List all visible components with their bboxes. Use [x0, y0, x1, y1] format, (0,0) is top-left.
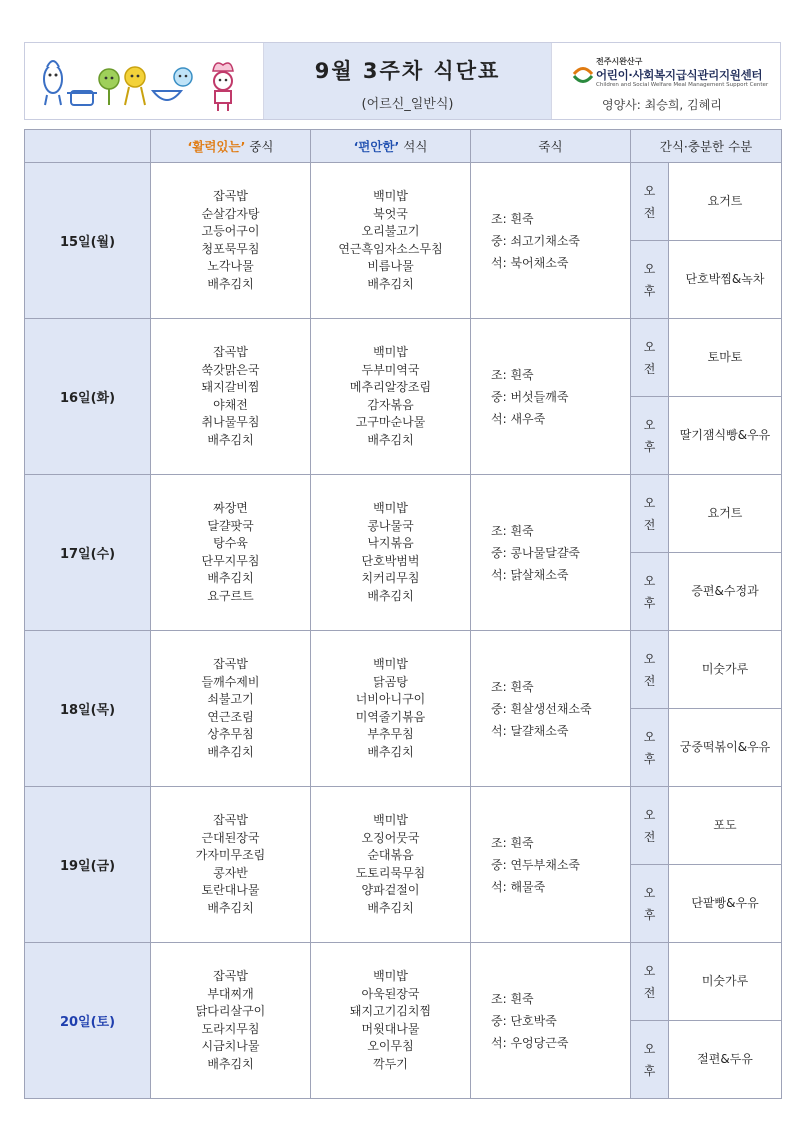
column-snack: 간식·충분한 수분	[631, 130, 782, 163]
menu-item: 잡곡밥	[213, 189, 248, 203]
menu-item: 중: 버섯들깨죽	[491, 389, 569, 404]
menu-item: 조: 흰죽	[491, 679, 534, 694]
menu-item: 도라지무침	[201, 1021, 260, 1036]
pm-label	[631, 553, 669, 631]
menu-item: 고등어구이	[201, 224, 260, 238]
menu-item: 두부미역국	[361, 362, 420, 377]
time-char: 오	[643, 417, 656, 432]
porridge-menu	[471, 475, 631, 631]
time-char: 전	[643, 673, 656, 688]
menu-item: 배추김치	[207, 1056, 254, 1071]
time-char: 후	[643, 439, 656, 454]
menu-item: 백미밥	[373, 189, 408, 203]
porridge-menu	[471, 163, 631, 319]
menu-item: 배추김치	[207, 571, 254, 585]
menu-item: 조: 흰죽	[491, 523, 534, 538]
menu-item: 탕수육	[213, 536, 248, 550]
menu-item: 치커리무침	[361, 571, 420, 585]
time-char: 오	[643, 183, 656, 198]
day-label: 17일(수)	[25, 475, 151, 631]
porridge-menu	[471, 319, 631, 475]
day-label: 15일(월)	[25, 163, 151, 319]
menu-item: 부추무침	[367, 727, 414, 741]
day-row	[25, 319, 782, 397]
menu-item: 잡곡밥	[213, 969, 248, 983]
time-char: 오	[643, 651, 656, 666]
menu-item: 백미밥	[373, 501, 408, 515]
porridge-menu	[471, 787, 631, 943]
menu-item: 달걀팟국	[207, 518, 254, 533]
menu-item: 너비아니구이	[355, 692, 426, 706]
menu-item: 석: 새우죽	[491, 411, 546, 426]
dinner-menu	[311, 943, 471, 1099]
lunch-menu	[151, 631, 311, 787]
pm-snack: 궁중떡볶이&우유	[669, 709, 782, 787]
column-porridge: 죽식	[471, 130, 631, 163]
time-char: 전	[643, 361, 656, 376]
menu-body	[25, 163, 782, 1099]
org-english-name: Children and Social Welfare Meal Management Support Center	[596, 82, 769, 88]
weekly-menu-table	[24, 129, 782, 1099]
title-block	[264, 43, 552, 119]
pm-label	[631, 241, 669, 319]
day-label: 18일(목)	[25, 631, 151, 787]
am-snack: 요거트	[669, 475, 782, 553]
lunch-menu	[151, 787, 311, 943]
menu-item: 순살감자탕	[201, 206, 260, 221]
dietitian-names: 영양사: 최승희, 김혜리	[602, 98, 722, 112]
time-char: 오	[643, 885, 656, 900]
menu-item: 북엇국	[373, 206, 408, 221]
menu-item: 오이무침	[367, 1039, 414, 1053]
menu-item: 닭곰탕	[373, 674, 408, 689]
menu-item: 단호박범벅	[361, 553, 420, 568]
pm-snack: 딸기잼식빵&우유	[669, 397, 782, 475]
menu-item: 미역줄기볶음	[355, 709, 426, 724]
day-row	[25, 163, 782, 241]
organization-block	[552, 43, 780, 119]
menu-item: 중: 연두부채소죽	[491, 857, 581, 872]
day-label: 16일(화)	[25, 319, 151, 475]
page-title: 9월 3주차 식단표	[314, 59, 501, 83]
menu-item: 쇠불고기	[207, 692, 254, 706]
day-row	[25, 631, 782, 709]
menu-item: 배추김치	[367, 744, 414, 759]
time-char: 전	[643, 517, 656, 532]
time-char: 오	[643, 729, 656, 744]
menu-item: 토란대나물	[201, 883, 260, 897]
page-subtitle: (어르신_일반식)	[361, 97, 454, 112]
time-char: 후	[643, 595, 656, 610]
time-char: 전	[643, 829, 656, 844]
am-label	[631, 475, 669, 553]
menu-item: 석: 북어채소죽	[491, 255, 569, 270]
menu-item: 연근조림	[207, 709, 254, 724]
pm-label	[631, 397, 669, 475]
menu-item: 단무지무침	[201, 553, 260, 568]
menu-item: 석: 닭살채소죽	[491, 567, 569, 582]
menu-item: 배추김치	[367, 432, 414, 447]
pm-snack: 단호박찜&녹차	[669, 241, 782, 319]
menu-item: 잡곡밥	[213, 813, 248, 827]
menu-item: 청포묵무침	[201, 241, 260, 256]
menu-item: 중: 흰살생선채소죽	[491, 701, 592, 716]
menu-item: 석: 해물죽	[491, 879, 546, 894]
org-district: 전주시완산구	[596, 57, 643, 66]
porridge-menu	[471, 943, 631, 1099]
menu-item: 양파겉절이	[361, 883, 420, 897]
menu-item: 깍두기	[373, 1056, 408, 1071]
am-snack: 요거트	[669, 163, 782, 241]
menu-item: 비름나물	[367, 259, 414, 273]
am-label	[631, 163, 669, 241]
menu-item: 조: 흰죽	[491, 367, 534, 382]
menu-item: 야채전	[213, 397, 248, 412]
menu-item: 고구마순나물	[355, 415, 426, 429]
menu-item: 백미밥	[373, 969, 408, 983]
menu-item: 시금치나물	[201, 1039, 260, 1053]
kitchen-illustration	[25, 43, 264, 119]
am-snack: 토마토	[669, 319, 782, 397]
menu-item: 콩자반	[213, 865, 248, 880]
menu-item: 요구르트	[207, 588, 254, 603]
menu-item: 배추김치	[207, 276, 254, 291]
menu-item: 조: 흰죽	[491, 991, 534, 1006]
menu-item: 백미밥	[373, 657, 408, 671]
dinner-menu	[311, 319, 471, 475]
lunch-menu	[151, 475, 311, 631]
chef-characters-icon	[25, 43, 261, 119]
pm-snack: 절편&두유	[669, 1021, 782, 1099]
pm-label	[631, 865, 669, 943]
time-char: 전	[643, 985, 656, 1000]
time-char: 후	[643, 283, 656, 298]
lunch-menu	[151, 943, 311, 1099]
time-char: 후	[643, 751, 656, 766]
menu-item: 닭다리살구이	[195, 1004, 266, 1018]
menu-item: 감자볶음	[367, 397, 414, 412]
time-char: 전	[643, 205, 656, 220]
am-label	[631, 319, 669, 397]
menu-item: 중: 단호박죽	[491, 1013, 557, 1028]
lunch-menu	[151, 163, 311, 319]
time-char: 오	[643, 261, 656, 276]
column-lunch: ‘활력있는’ 중식	[151, 130, 311, 163]
pm-label	[631, 709, 669, 787]
menu-item: 석: 우엉당근죽	[491, 1035, 569, 1050]
menu-item: 백미밥	[373, 345, 408, 359]
time-char: 오	[643, 573, 656, 588]
menu-item: 중: 콩나물달걀죽	[491, 545, 581, 560]
time-char: 후	[643, 907, 656, 922]
menu-item: 잡곡밥	[213, 345, 248, 359]
menu-item: 잡곡밥	[213, 657, 248, 671]
time-char: 오	[643, 495, 656, 510]
menu-item: 조: 흰죽	[491, 835, 534, 850]
menu-item: 순대볶음	[367, 848, 414, 862]
menu-item: 머윗대나물	[361, 1021, 420, 1036]
time-char: 오	[643, 807, 656, 822]
menu-item: 오리불고기	[361, 224, 420, 238]
am-snack: 미숫가루	[669, 631, 782, 709]
menu-item: 배추김치	[207, 744, 254, 759]
porridge-menu	[471, 631, 631, 787]
menu-item: 노각나물	[207, 259, 254, 273]
dinner-menu	[311, 163, 471, 319]
menu-item: 배추김치	[207, 432, 254, 447]
org-name: 어린이·사회복지급식관리지원센터	[596, 68, 763, 82]
day-row	[25, 787, 782, 865]
menu-item: 도토리묵무침	[355, 865, 426, 880]
dinner-menu	[311, 787, 471, 943]
menu-item: 오징어뭇국	[361, 830, 420, 845]
menu-item: 백미밥	[373, 813, 408, 827]
time-char: 오	[643, 963, 656, 978]
time-char: 오	[643, 339, 656, 354]
day-row	[25, 943, 782, 1021]
day-label: 20일(토)	[25, 943, 151, 1099]
menu-item: 연근흑임자소스무침	[338, 241, 443, 256]
menu-item: 배추김치	[367, 900, 414, 915]
am-snack: 미숫가루	[669, 943, 782, 1021]
menu-item: 메추리알장조림	[349, 380, 432, 394]
menu-item: 배추김치	[367, 588, 414, 603]
menu-item: 취나물무침	[201, 415, 260, 429]
menu-item: 가자미무조림	[195, 848, 266, 862]
dinner-menu	[311, 475, 471, 631]
column-dinner: ‘편안한’ 석식	[311, 130, 471, 163]
am-label	[631, 943, 669, 1021]
organization-logo-icon	[572, 63, 594, 85]
time-char: 오	[643, 1041, 656, 1056]
menu-item: 조: 흰죽	[491, 211, 534, 226]
lunch-menu	[151, 319, 311, 475]
time-char: 후	[643, 1063, 656, 1078]
day-row	[25, 475, 782, 553]
menu-item: 배추김치	[207, 900, 254, 915]
menu-item: 석: 달걀채소죽	[491, 723, 569, 738]
menu-item: 부대찌개	[207, 986, 254, 1001]
menu-item: 중: 쇠고기채소죽	[491, 233, 581, 248]
menu-item: 들깨수제비	[201, 674, 260, 689]
corner-cell	[25, 130, 151, 163]
menu-item: 돼지갈비찜	[201, 380, 260, 394]
menu-item: 콩나물국	[367, 518, 414, 533]
pm-snack: 단팥빵&우유	[669, 865, 782, 943]
day-label: 19일(금)	[25, 787, 151, 943]
dinner-menu	[311, 631, 471, 787]
am-label	[631, 787, 669, 865]
menu-item: 쑥갓맑은국	[201, 362, 260, 377]
menu-item: 근대된장국	[201, 830, 260, 845]
am-label	[631, 631, 669, 709]
pm-label	[631, 1021, 669, 1099]
am-snack: 포도	[669, 787, 782, 865]
menu-item: 상추무침	[207, 727, 254, 741]
pm-snack: 증편&수정과	[669, 553, 782, 631]
menu-item: 짜장면	[213, 501, 248, 515]
menu-header	[24, 42, 781, 120]
menu-item: 돼지고기김치찜	[349, 1004, 432, 1018]
menu-item: 아욱된장국	[361, 986, 420, 1001]
menu-item: 낙지볶음	[367, 536, 414, 550]
menu-item: 배추김치	[367, 276, 414, 291]
